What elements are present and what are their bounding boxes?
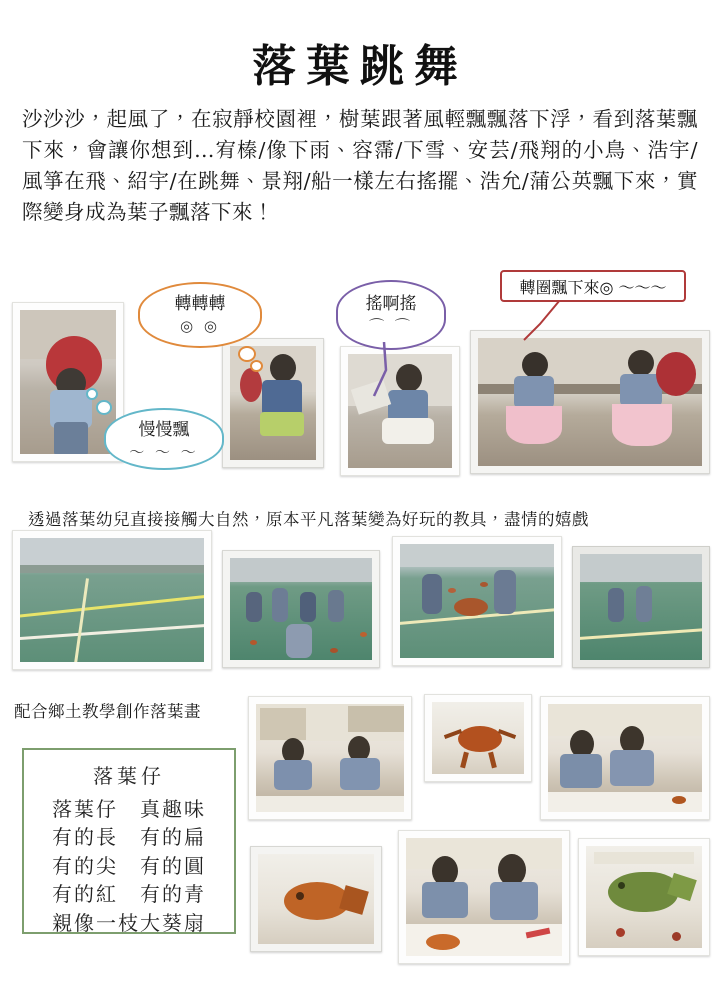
photo-children-playing-leaves	[222, 550, 380, 668]
poem-line: 落葉仔 真趣味	[52, 797, 206, 821]
bubble-turn-turn-turn	[138, 282, 262, 348]
bubble-text: 搖啊搖	[365, 294, 417, 314]
photo-image	[230, 558, 372, 660]
photo-leaf-art-fish	[250, 846, 382, 952]
bubble-subtext: ⌒ ⌒	[369, 317, 413, 336]
bubble-float-slowly	[104, 408, 224, 470]
bubble-sway-tail	[368, 342, 408, 398]
photo-children-making-leaf-art	[248, 696, 412, 820]
photo-image	[478, 338, 702, 466]
photo-leaf-art-green-fish	[578, 838, 710, 956]
photo-leaf-art-crab	[424, 694, 532, 782]
photo-image	[20, 310, 116, 454]
bubble-spin-down	[500, 270, 686, 302]
page-title: 落葉跳舞	[252, 41, 468, 92]
photo-child-backpack-green-skirt	[222, 338, 324, 468]
photo-image	[256, 704, 404, 812]
poem-line: 有的紅 有的青	[52, 882, 206, 907]
photo-image	[406, 838, 562, 956]
photo-empty-playground	[12, 530, 212, 670]
photo-image	[400, 544, 554, 658]
photo-image	[586, 846, 702, 948]
bubble-subtext: ◎ ◎	[180, 317, 220, 336]
intro-paragraph: 沙沙沙，起風了，在寂靜校園裡，樹葉跟著風輕飄飄落下浮，看到落葉飄下來，會讓你想到…宥榛/像下雨、容霈/下雪、安芸/飛翔的小鳥、浩宇/風箏在飛、紹宇/在跳舞、景翔/船一樣左右搖擺、浩允/蒲公英飄下來，實際變身成為葉子飄落下來！	[22, 107, 698, 225]
caption-nature: 透過落葉幼兒直接接觸大自然，原本平凡落葉變為好玩的教具，盡情的嬉戲	[28, 510, 589, 529]
photo-children-working-at-table	[540, 696, 710, 820]
poem-line: 親像一枝大葵扇	[52, 910, 206, 935]
bubble-tail-dot	[86, 388, 98, 400]
photo-image	[20, 538, 204, 662]
bubble-sway	[336, 280, 446, 350]
bubble-text: 慢慢飄	[138, 420, 190, 440]
poem-line: 有的尖 有的圓	[52, 853, 206, 878]
poem-box	[22, 748, 236, 934]
photo-image	[230, 346, 316, 460]
bubble-tail-dot	[250, 360, 263, 372]
photo-image	[258, 854, 374, 944]
bubble-text: 轉圈飄下來◎ ～～～	[519, 278, 667, 297]
bubble-spin-down-tail	[520, 300, 580, 342]
photo-children-on-court	[572, 546, 710, 668]
poem-line: 有的長 有的扁	[52, 825, 206, 850]
photo-child-throwing-leaves	[392, 536, 562, 666]
bubble-subtext: ～ ～ ～	[129, 443, 199, 462]
photo-two-children-pink-skirt	[470, 330, 710, 474]
bubble-tail-dot	[96, 400, 112, 415]
caption-leafart: 配合鄉土教學創作落葉畫	[14, 702, 201, 721]
poem-title: 落葉仔	[93, 764, 165, 788]
photo-image	[432, 702, 524, 774]
bubble-text: 轉轉轉	[174, 294, 226, 314]
photo-image	[548, 704, 702, 812]
photo-image	[580, 554, 702, 660]
photo-children-drawing-leaves	[398, 830, 570, 964]
